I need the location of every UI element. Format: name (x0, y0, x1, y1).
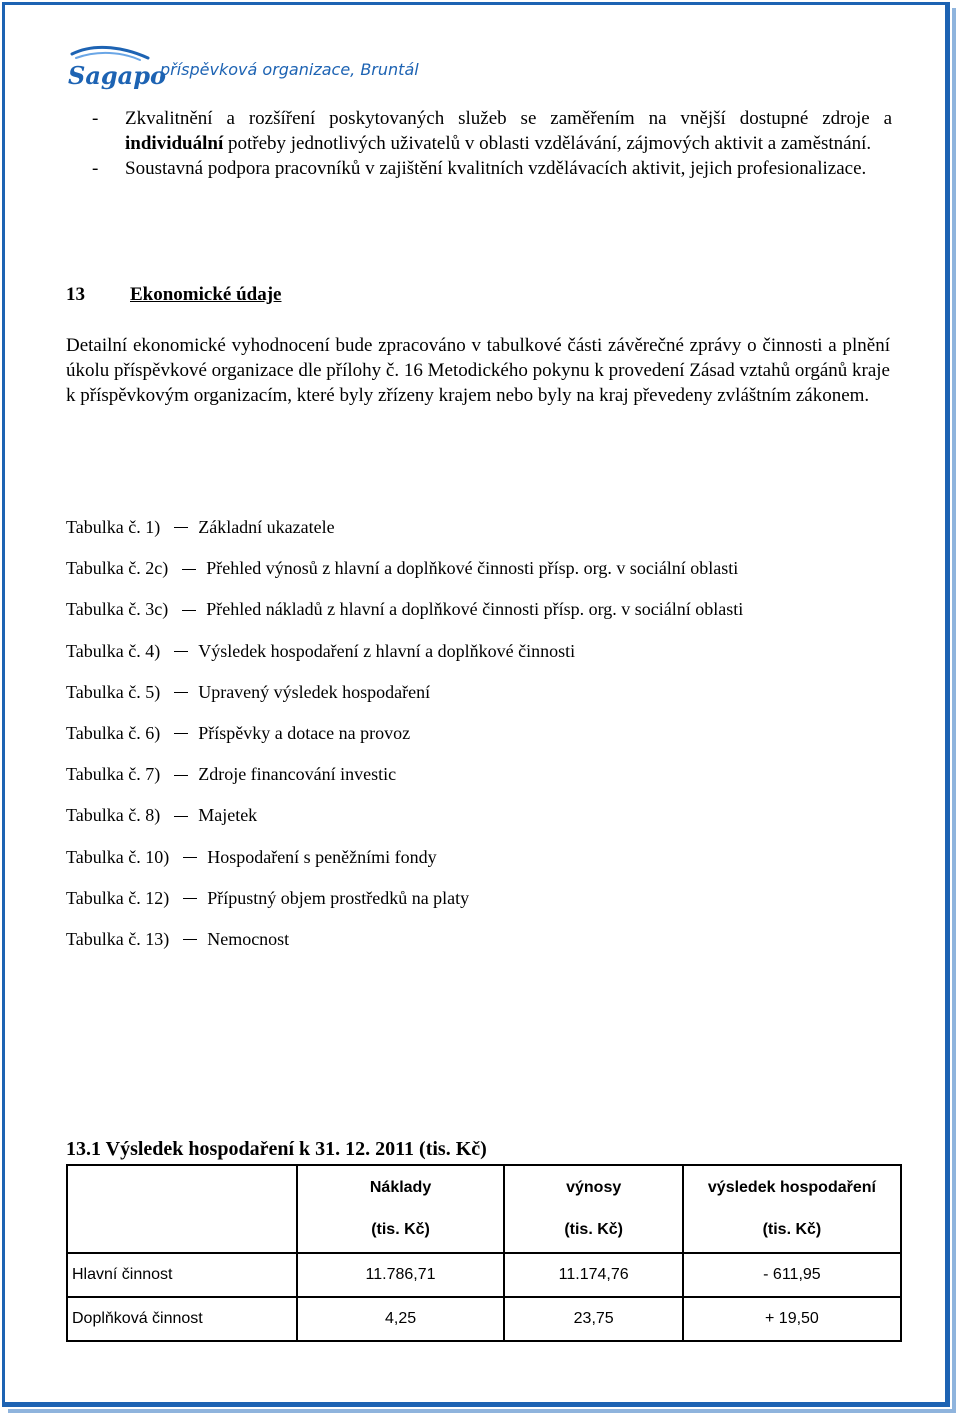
dash-separator (174, 816, 188, 817)
table-description: Základní ukazatele (198, 517, 335, 537)
table-label: Tabulka č. 12) (66, 887, 170, 908)
list-item-text: Zkvalitnění a rozšíření poskytovaných služeb se zaměřením na vnější dostupné zdroje a (125, 108, 892, 129)
table-list-item (66, 761, 906, 802)
header-cell-empty (67, 1165, 297, 1253)
list-item-text: Soustavná podpora pracovníků v zajištění kvalitních vzdělávacích aktivit, jejich profesionalizace. (125, 158, 867, 179)
cell-vynosy: 11.174,76 (504, 1253, 682, 1297)
row-label: Doplňková činnost (67, 1297, 297, 1341)
table-list-item (66, 638, 906, 679)
dash-separator (183, 939, 197, 940)
result-heading: 13.1 Výsledek hospodaření k 31. 12. 2011 (tis. Kč) (66, 1138, 487, 1160)
dash-separator (174, 527, 188, 528)
section-heading (66, 284, 282, 306)
table-description: Příspěvky a dotace na provoz (198, 722, 411, 743)
table-list (66, 514, 906, 967)
table-description: Přehled výnosů z hlavní a doplňkové činnosti přísp. org. v sociální oblasti (206, 558, 739, 579)
table-row (67, 1253, 901, 1297)
table-label: Tabulka č. 5) (66, 681, 161, 702)
table-header-row (67, 1165, 901, 1253)
dash-separator (174, 775, 188, 776)
table-label: Tabulka č. 13) (66, 928, 170, 949)
table-label: Tabulka č. 7) (66, 764, 161, 785)
table-list-item (66, 720, 906, 761)
dash-separator (174, 733, 188, 734)
table-description: Přehled nákladů z hlavní a doplňkové činnosti přísp. org. v sociální oblasti (206, 599, 744, 620)
list-marker: - (92, 108, 99, 129)
list-item (92, 156, 892, 181)
dash-separator (174, 692, 188, 693)
table-label: Tabulka č. 6) (66, 722, 161, 743)
cell-naklady: 11.786,71 (297, 1253, 505, 1297)
table-list-item (66, 555, 906, 596)
section-number: 13 (66, 284, 85, 305)
header-cell-vysledek (683, 1165, 901, 1253)
dash-separator (182, 569, 196, 570)
dash-separator (174, 651, 188, 652)
logo-text: Sagapo (68, 61, 167, 90)
dash-separator (183, 857, 197, 858)
column-name: výnosy (566, 1179, 622, 1196)
goals-list (92, 106, 892, 181)
table-label: Tabulka č. 3c) (66, 599, 169, 620)
table-list-item (66, 926, 906, 967)
organization-name: příspěvková organizace, Bruntál (160, 60, 419, 79)
table-label: Tabulka č. 8) (66, 805, 161, 826)
table-description: Majetek (198, 805, 258, 826)
table-label: Tabulka č. 1) (66, 517, 161, 537)
economic-paragraph: Detailní ekonomické vyhodnocení bude zpracováno v tabulkové části závěrečné zprávy o činnosti a plnění úkolu příspěvkové organizace dle přílohy č. 16 Metodického pokynu k provedení Zásad vztahů orgánů kraje k příspěvkovým organizacím, které byly zřízeny krajem nebo byly na kraj převedeny zvláštním zákonem. (66, 335, 890, 406)
cell-vysledek: - 611,95 (683, 1253, 901, 1297)
table-label: Tabulka č. 2c) (66, 558, 169, 579)
table-label: Tabulka č. 4) (66, 640, 161, 661)
list-marker: - (92, 158, 99, 179)
dash-separator (182, 610, 196, 611)
header-cell-naklady (297, 1165, 505, 1253)
table-description: Nemocnost (207, 928, 290, 949)
cell-vynosy: 23,75 (504, 1297, 682, 1341)
header-cell-vynosy (504, 1165, 682, 1253)
document-header (66, 44, 466, 94)
table-list-item (66, 885, 906, 926)
cell-naklady: 4,25 (297, 1297, 505, 1341)
column-name: výsledek hospodaření (707, 1179, 876, 1196)
table-description: Přípustný objem prostředků na platy (207, 887, 470, 908)
column-name: Náklady (369, 1179, 432, 1196)
list-item (92, 106, 892, 156)
table-description: Upravený výsledek hospodaření (198, 681, 431, 702)
table-description: Výsledek hospodaření z hlavní a doplňkové činnosti (198, 640, 576, 661)
list-item-bold-text: individuální (125, 133, 224, 154)
sagapo-logo (66, 44, 167, 94)
column-unit: (tis. Kč) (564, 1221, 623, 1238)
dash-separator (183, 898, 197, 899)
section-title: Ekonomické údaje (130, 284, 282, 305)
table-description: Zdroje financování investic (198, 764, 397, 785)
table-list-item (66, 679, 906, 720)
result-table (66, 1164, 902, 1342)
cell-vysledek: + 19,50 (683, 1297, 901, 1341)
table-list-item (66, 802, 906, 843)
table-list-item (66, 844, 906, 885)
list-item-text-end: potřeby jednotlivých uživatelů v oblasti vzdělávání, zájmových aktivit a zaměstnání. (223, 133, 872, 154)
table-row (67, 1297, 901, 1341)
column-unit: (tis. Kč) (762, 1221, 822, 1238)
row-label: Hlavní činnost (67, 1253, 297, 1297)
column-unit: (tis. Kč) (371, 1221, 430, 1238)
table-description: Hospodaření s peněžními fondy (207, 846, 437, 867)
table-list-item (66, 596, 906, 637)
table-label: Tabulka č. 10) (66, 846, 170, 867)
table-list-item (66, 514, 906, 555)
